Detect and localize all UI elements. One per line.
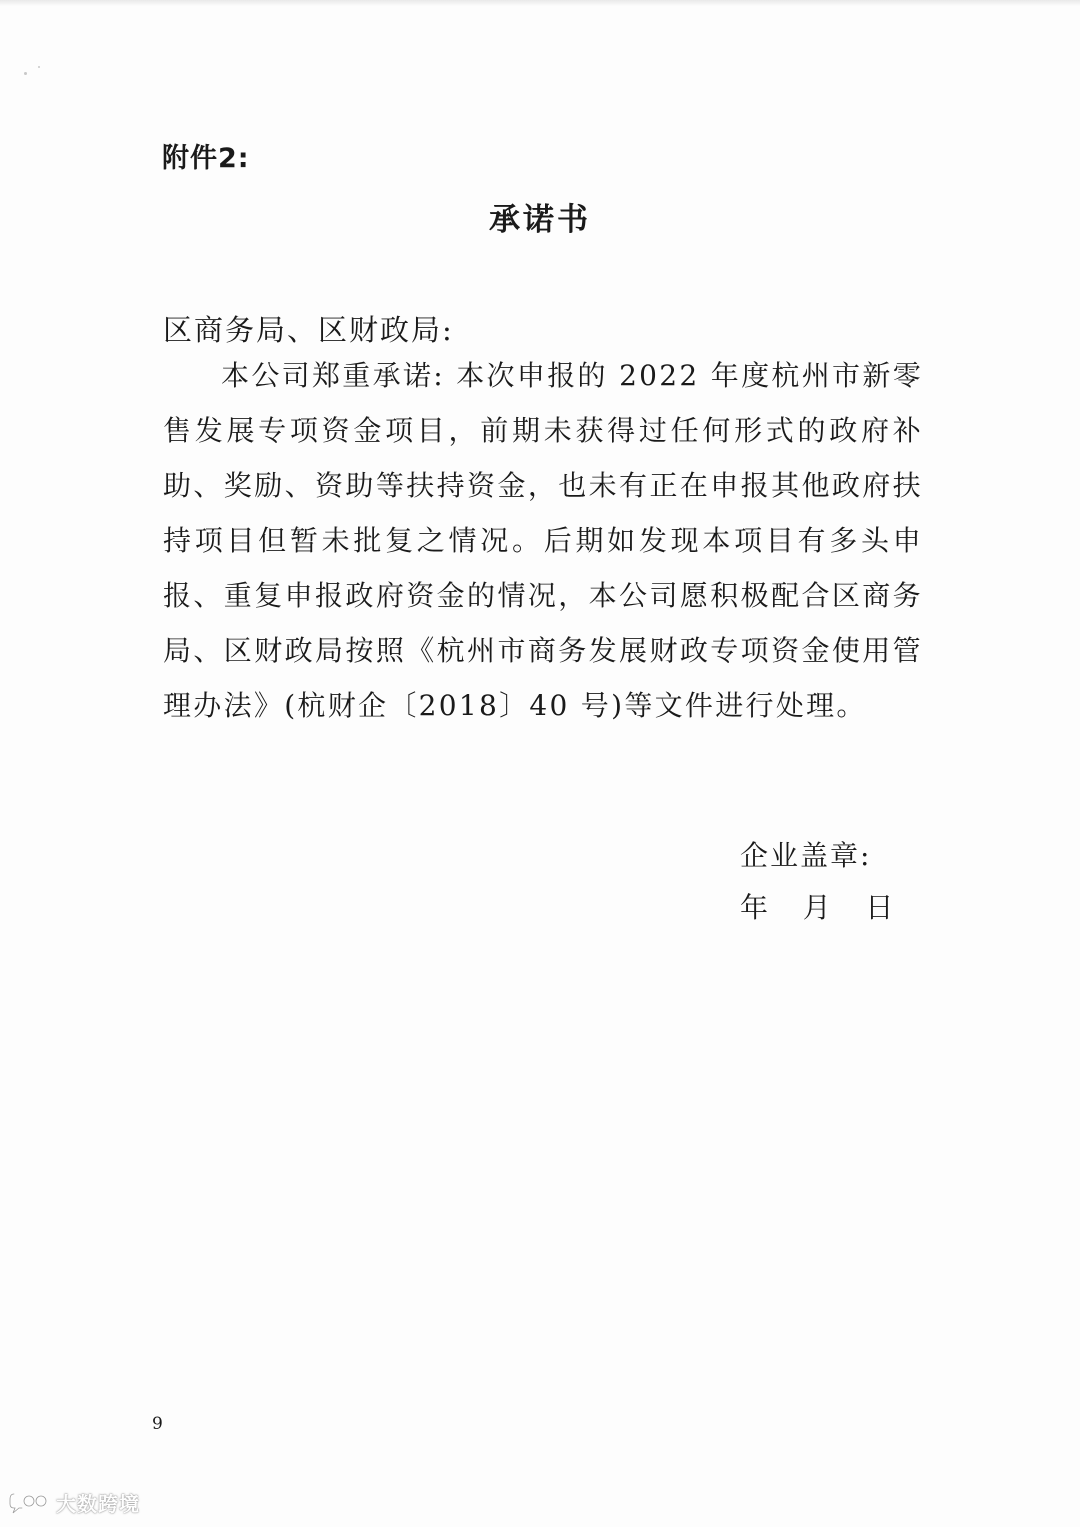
date-label: 年 月 日 <box>740 891 896 924</box>
scan-top-edge <box>0 0 1080 6</box>
speech-bubble-logo-icon <box>8 1490 48 1516</box>
seal-label: 企业盖章: <box>740 839 872 872</box>
page-number: 9 <box>152 1414 163 1434</box>
signature-block <box>740 830 895 934</box>
scan-speck <box>24 72 27 75</box>
watermark-text: 大数跨境 <box>56 1492 140 1516</box>
salutation: 区商务局、区财政局: <box>163 313 454 347</box>
attachment-label: 附件2: <box>162 143 250 174</box>
scan-speck <box>38 66 40 68</box>
document-title: 承诺书 <box>489 202 591 238</box>
watermark <box>8 1488 140 1517</box>
body-paragraph: 本公司郑重承诺: 本次申报的 2022 年度杭州市新零售发展专项资金项目，前期未获得过任何形式的政府补助、奖励、资助等扶持资金，也未有正在申报其他政府扶持项目但暂未批复之情况。后期如发现本项目有多头申报、重复申报政府资金的情况，本公司愿积极配合区商务局、区财政局按照《杭州市商务发展财政专项资金使用管理办法》(杭财企〔2018〕40 号)等文件进行处理。 <box>163 359 923 722</box>
